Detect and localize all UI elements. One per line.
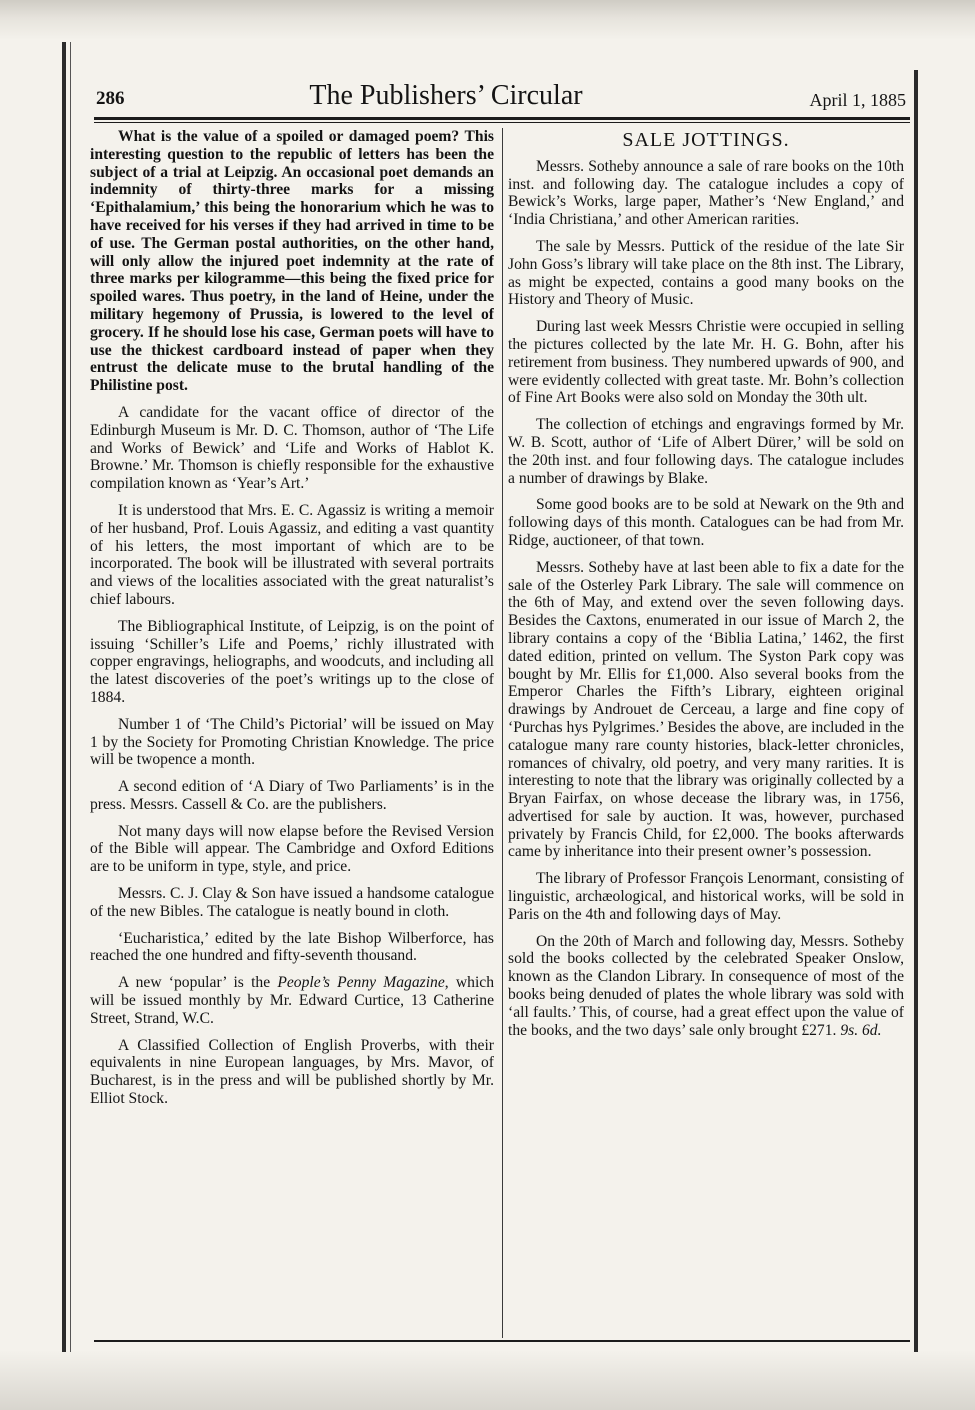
- paragraph-osterley-park: Messrs. Sotheby have at last been able to fix a date for the sale of the Osterley Park Library. The sale will commence on the 6th of May, and extend over the seven following days. Besides the Caxtons, enumerated in our issue of March 2, the library contains a copy of the ‘Biblia Latina,’ 1462, the first dated edition, printed on vellum. The Syston Park copy was bought by Mr. Ellis for £1,000. Also several books from the Emperor Charles the Fifth’s Library, eighteen original drawings by Androuet de Cerceau, a large and fine copy of ‘Purchas hys Pylgrimes.’ Besides the above, are included in the catalogue many rare county histories, black-letter chronicles, romances of chivalry, old poetry, and very many rarities. It is interesting to note that the library was originally collected by a Bryan Fairfax, on whose decease the library was, in 1756, advertised for sale by auction. It was, however, purchased privately by Francis Child, for £2,000. The books afterwards came by inheritance into their present owner’s possession.: [508, 558, 904, 861]
- right-column: [508, 128, 904, 1338]
- column-divider: [502, 128, 503, 1338]
- journal-title: The Publishers’ Circular: [309, 80, 583, 111]
- paragraph-sotheby-rare-books: Messrs. Sotheby announce a sale of rare books on the 10th inst. and following day. The catalogue includes a copy of Bewick’s Works, large paper, Mather’s ‘New England,’ and ‘India Christiana,’ and other American rarities.: [508, 157, 904, 229]
- paragraph-newark-sale: Some good books are to be sold at Newark on the 9th and following days of this month. Catalogues can be had from Mr. Ridge, auctioneer, of that town.: [508, 496, 904, 549]
- scan-edge-bottom: [0, 1350, 975, 1410]
- scan-edge-top: [0, 0, 975, 40]
- left-border-rule: [62, 42, 66, 1352]
- page-number: 286: [96, 88, 125, 109]
- right-border-rule: [914, 70, 918, 1352]
- penny-magazine-text-a: A new ‘popular’ is the: [118, 974, 278, 992]
- footer-rule: [94, 1340, 910, 1342]
- penny-magazine-text-b: , which will be issued monthly by Mr. Edward Curtice, 13 Catherine Street, Strand, W.C.: [90, 974, 494, 1027]
- paragraph-edinburgh-museum: A candidate for the vacant office of director of the Edinburgh Museum is Mr. D. C. Thomson, author of ‘The Life and Works of Bewick’ and ‘Life and Works of Hablot K. Browne.’ Mr. Thomson is chiefly responsible for the exhaustive compilation known as ‘Year’s Art.’: [90, 403, 494, 493]
- paragraph-goss-library: The sale by Messrs. Puttick of the residue of the late Sir John Goss’s library will take place on the 8th inst. The Library, as might be expected, contains a good many books on the History and Theory of Music.: [508, 237, 904, 309]
- paragraph-penny-magazine: [90, 974, 494, 1027]
- onslow-price-italic: 9s. 6d.: [840, 1021, 882, 1039]
- paragraph-agassiz-memoir: It is understood that Mrs. E. C. Agassiz is writing a memoir of her husband, Prof. Louis Agassiz, and editing a vast quantity of his letters, the most important of which are to be incorporated. The book will be illustrated with several portraits and views of the localities associated with the great naturalist’s chief labours.: [90, 501, 494, 608]
- paragraph-clay-catalogue: Messrs. C. J. Clay & Son have issued a handsome catalogue of the new Bibles. The catalogue is neatly bound in cloth.: [90, 885, 494, 920]
- paragraph-english-proverbs: A Classified Collection of English Proverbs, with their equivalents in nine European languages, by Mrs. Mavor, of Bucharest, is in the press and will be published shortly by Mr. Elliot Stock.: [90, 1036, 494, 1108]
- left-column: [90, 128, 494, 1338]
- section-heading-sale-jottings: SALE JOTTINGS.: [622, 129, 790, 151]
- paragraph-childs-pictorial: Number 1 of ‘The Child’s Pictorial’ will be issued on May 1 by the Society for Promoting Christian Knowledge. The price will be twopence a month.: [90, 715, 494, 769]
- penny-magazine-title: People’s Penny Magazine: [277, 974, 445, 992]
- paragraph-bohn-pictures: During last week Messrs Christie were occupied in selling the pictures collected by the late Mr. H. G. Bohn, after his retirement from business. They numbered upwards of 900, and were evidently collected with great taste. Mr. Bohn’s collection of Fine Art Books were also sold on Monday the 30th ult.: [508, 318, 904, 407]
- paragraph-schiller-life: The Bibliographical Institute, of Leipzig, is on the point of issuing ‘Schiller’s Life and Poems,’ richly illustrated with copper engravings, heliographs, and woodcuts, and including all the latest discoveries of the poet’s writings up to the close of 1884.: [90, 617, 494, 706]
- paragraph-lenormant-library: The library of Professor François Lenormant, consisting of linguistic, archæological, and historical works, will be sold in Paris on the 4th and following days of May.: [508, 870, 904, 923]
- paragraph-revised-version: Not many days will now elapse before the Revised Version of the Bible will appear. The Cambridge and Oxford Editions are to be uniform in type, style, and price.: [90, 822, 494, 876]
- onslow-text: On the 20th of March and following day, Messrs. Sotheby sold the books collected by the celebrated Speaker Onslow, known as the Clandon Library. In consequence of most of the books being denuded of plates the whole library was sold with ‘all faults.’ This, of course, had a great effect upon the value of the books, and the two days’ sale only brought £271.: [508, 932, 904, 1039]
- header-rule-thin: [94, 122, 910, 123]
- header-rule-thick: [94, 117, 910, 120]
- page-header: [96, 80, 906, 116]
- issue-date: April 1, 1885: [809, 90, 906, 110]
- paragraph-scott-etchings: The collection of etchings and engravings formed by Mr. W. B. Scott, author of ‘Life of Albert Dürer,’ will be sold on the 20th inst. and four following days. The catalogue includes a number of drawings by Blake.: [508, 416, 904, 487]
- paragraph-diary-two-parliaments: A second edition of ‘A Diary of Two Parliaments’ is in the press. Messrs. Cassell & Co. are the publishers.: [90, 778, 494, 813]
- paragraph-eucharistica: ‘Eucharistica,’ edited by the late Bishop Wilberforce, has reached the one hundred and fifty-seventh thousand.: [90, 929, 494, 965]
- paragraph-damaged-poem: What is the value of a spoiled or damaged poem? This interesting question to the republic of letters has been the subject of a trial at Leipzig. An occasional poet demands an indemnity of thirty-three marks for a missing ‘Epithalamium,’ this being the honorarium which he was to have received for his verses if they had arrived in time to be of use. The German postal authorities, on the other hand, will only allow the injured poet indemnity at the rate of three marks per kilogramme—this being the fixed price for spoiled wares. Thus poetry, in the land of Heine, under the military hegemony of Prussia, is lowered to the level of grocery. If he should lose his case, German poets will have to use the thickest cardboard instead of paper when they entrust the delicate muse to the brutal handling of the Philistine post.: [90, 128, 494, 395]
- paragraph-onslow-library: [508, 933, 904, 1040]
- left-border-rule-thin: [70, 42, 71, 1352]
